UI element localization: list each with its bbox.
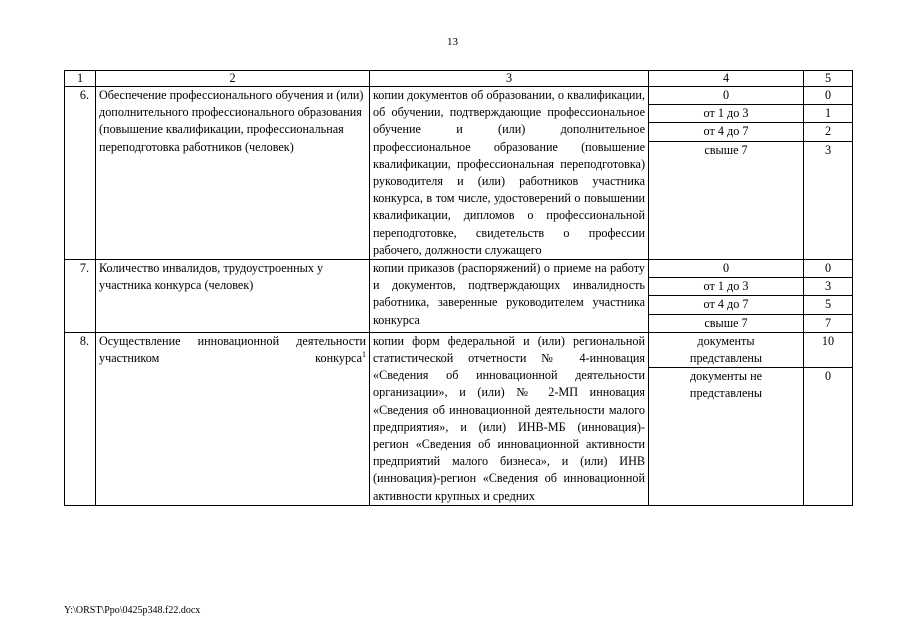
header-cell: 5 xyxy=(804,71,853,87)
criterion-text: Осуществление инновационной деятельности участником конкурса xyxy=(99,333,366,366)
criterion-cell: Обеспечение профессионального обучения и (или) дополнительного профессионального образования (повышение квалификации, профессиональная переподготовка работников (человек) xyxy=(96,87,370,260)
row-number: 8. xyxy=(65,332,96,505)
footnote-marker: 1 xyxy=(362,349,366,359)
range-value: 0 xyxy=(722,261,730,276)
scores-cell xyxy=(804,87,853,260)
scores-cell xyxy=(804,332,853,505)
scores-cell xyxy=(804,260,853,333)
range-value: документы не представлены xyxy=(649,367,803,402)
score-value: 3 xyxy=(804,277,852,295)
header-cell: 2 xyxy=(96,71,370,87)
ranges-cell xyxy=(649,87,804,260)
score-value: 0 xyxy=(824,261,832,276)
table-row xyxy=(65,87,853,260)
header-cell: 4 xyxy=(649,71,804,87)
score-value: 7 xyxy=(804,314,852,332)
range-value: от 1 до 3 xyxy=(649,104,803,122)
documents-cell: копии форм федеральной и (или) региональной статистической отчетности № 4-инновация «Сведения об инновационной деятельности организации», и (или) № 2-МП инновация «Сведения об инновационной деятельности малого предприятия», и (или) ИНВ-МБ (инновация)-регион «Сведения об инновационной активности предприятий малого бизнеса», и (или) ИНВ (инновация)-регион «Сведения об инновационной активности крупных и средних xyxy=(370,332,649,505)
range-value: от 1 до 3 xyxy=(649,277,803,295)
documents-cell: копии приказов (распоряжений) о приеме на работу и документов, подтверждающих инвалидность работника, заверенные руководителем участника конкурса xyxy=(370,260,649,333)
score-value: 10 xyxy=(821,333,835,348)
table-row xyxy=(65,332,853,505)
range-value: 0 xyxy=(722,88,730,102)
range-value: свыше 7 xyxy=(649,314,803,332)
table-header-row xyxy=(65,71,853,87)
header-cell: 1 xyxy=(65,71,96,87)
page-number: 13 xyxy=(447,36,458,48)
range-value: от 4 до 7 xyxy=(649,122,803,140)
row-number: 6. xyxy=(65,87,96,260)
range-value: от 4 до 7 xyxy=(649,295,803,313)
documents-cell: копии документов об образовании, о квалификации, об обучении, подтверждающие профессиональное обучение и (или) дополнительное профессиональное образование (повышение квалификации, профессиональная переподготовка) руководителя и (или) работников участника конкурса, в том числе, удостоверений о повышении квалификации, дипломов о профессиональной переподготовке, свидетельств о профессии рабочего, должности служащего xyxy=(370,87,649,260)
score-value: 1 xyxy=(804,104,852,122)
header-cell: 3 xyxy=(370,71,649,87)
score-value: 5 xyxy=(804,295,852,313)
range-value: свыше 7 xyxy=(649,141,803,159)
ranges-cell xyxy=(649,260,804,333)
file-path-footer: Y:\ORST\Ppo\0425p348.f22.docx xyxy=(64,605,201,616)
score-value: 0 xyxy=(824,88,832,102)
range-value: документы представлены xyxy=(689,333,763,366)
score-value: 2 xyxy=(804,122,852,140)
score-value: 0 xyxy=(804,367,852,385)
criterion-cell: Количество инвалидов, трудоустроенных у участника конкурса (человек) xyxy=(96,260,370,333)
criterion-cell xyxy=(96,332,370,505)
row-number: 7. xyxy=(65,260,96,333)
criteria-table xyxy=(64,70,853,506)
score-value: 3 xyxy=(804,141,852,159)
ranges-cell xyxy=(649,332,804,505)
table-row xyxy=(65,260,853,333)
